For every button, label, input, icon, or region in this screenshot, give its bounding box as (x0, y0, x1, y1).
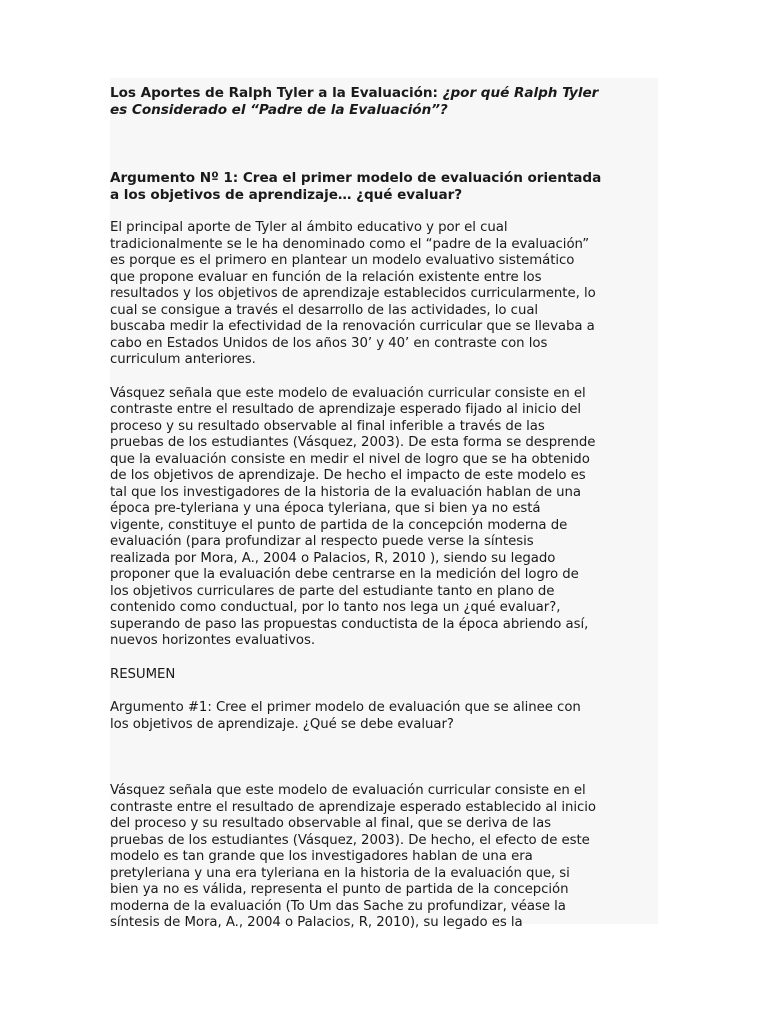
text-line: cual se consigue a través el desarrollo de las actividades, lo cual (110, 302, 539, 318)
text-line: cabo en Estados Unidos de los años 30’ y 40’ en contraste con los (110, 335, 548, 351)
text-line: proceso y su resultado observable al final inferible a través de las (110, 418, 545, 434)
text-line: modelo es tan grande que los investigadores hablan de una era (110, 849, 533, 864)
text-line: El principal aporte de Tyler al ámbito educativo y por el cual (110, 220, 508, 235)
text-line: pruebas de los estudiantes (Vásquez, 2003). De hecho, el efecto de este (110, 832, 590, 848)
text-line: que la evaluación consiste en medir el nivel de logro que se ha obtenido (110, 451, 590, 467)
text-line: proponer que la evaluación debe centrarse en la medición del logro de (110, 567, 579, 582)
text-line: síntesis de Mora, A., 2004 o Palacios, R, 2010), su legado es la (110, 915, 523, 930)
paragraph-3 (110, 783, 670, 932)
text-line: los objetivos de aprendizaje. ¿Qué se debe evaluar? (110, 716, 454, 732)
text-line: del proceso y su resultado observable al final, que se deriva de las (110, 816, 552, 831)
text-line: de los objetivos de aprendizaje. De hecho el impacto de este modelo es (110, 468, 586, 483)
text-line: tradicionalmente se le ha denominado como el “padre de la evaluación” (110, 236, 590, 252)
text-line: realizada por Mora, A., 2004 o Palacios, R, 2010 ), siendo su legado (110, 550, 556, 566)
text-line: los objetivos curriculares de parte del estudiante tanto en plano de (110, 583, 555, 599)
text-line: evaluación (para profundizar al respecto puede verse la síntesis (110, 534, 534, 549)
text-line: buscaba medir la efectividad de la renovación curricular que se llevaba a (110, 319, 595, 334)
text-line: contenido como conductual, por lo tanto nos lega un ¿qué evaluar?, (110, 600, 561, 615)
document-content (110, 85, 670, 932)
text-line: nuevos horizontes evaluativos. (110, 633, 316, 648)
text-line: es porque es el primero en plantear un modelo evaluativo sistemático (110, 253, 575, 268)
text-line: Vásquez señala que este modelo de evaluación curricular consiste en el (110, 783, 586, 798)
paragraph-2 (110, 386, 670, 650)
text-line: que propone evaluar en función de la relación existente entre los (110, 269, 542, 285)
text-line: Argumento #1: Cree el primer modelo de evaluación que se alinee con (110, 700, 581, 715)
title-italic-line1: ¿por qué Ralph Tyler (442, 85, 599, 101)
text-line: resultados y los objetivos de aprendizaje establecidos curricularmente, lo (110, 286, 596, 301)
text-line: tal que los investigadores de la historia de la evaluación hablan de una (110, 484, 582, 500)
text-line: contraste entre el resultado de aprendizaje esperado fijado al inicio del (110, 402, 581, 417)
paragraph-1 (110, 220, 670, 369)
text-line: moderna de la evaluación (To Um das Sache zu profundizar, véase la (110, 898, 566, 914)
text-line: vigente, constituye el punto de partida de la concepción moderna de (110, 517, 568, 533)
text-line: curriculum anteriores. (110, 352, 256, 367)
text-line: bien ya no es válida, representa el punto de partida de la concepción (110, 882, 569, 897)
argument1-heading (110, 170, 670, 203)
document-title (110, 85, 670, 118)
resumen-label: RESUMEN (110, 666, 176, 682)
heading-line: a los objetivos de aprendizaje… ¿qué evaluar? (110, 186, 463, 203)
text-line: época pre-tyleriana y una época tyleriana, que si bien ya no está (110, 501, 541, 516)
resumen-argument (110, 700, 670, 733)
text-line: Vásquez señala que este modelo de evaluación curricular consiste en el (110, 385, 586, 401)
title-italic-line2: es Considerado el “Padre de la Evaluación”? (110, 101, 448, 118)
text-line: superando de paso las propuestas conductista de la época abriendo así, (110, 616, 589, 632)
title-plain: Los Aportes de Ralph Tyler a la Evaluación: (110, 85, 443, 101)
text-line: contraste entre el resultado de aprendizaje esperado establecido al inicio (110, 799, 596, 815)
text-line: pruebas de los estudiantes (Vásquez, 2003). De esta forma se desprende (110, 435, 596, 450)
heading-line: Argumento Nº 1: Crea el primer modelo de evaluación orientada (110, 170, 602, 186)
text-line: pretyleriana y una era tyleriana en la historia de la evaluación que, si (110, 865, 570, 881)
